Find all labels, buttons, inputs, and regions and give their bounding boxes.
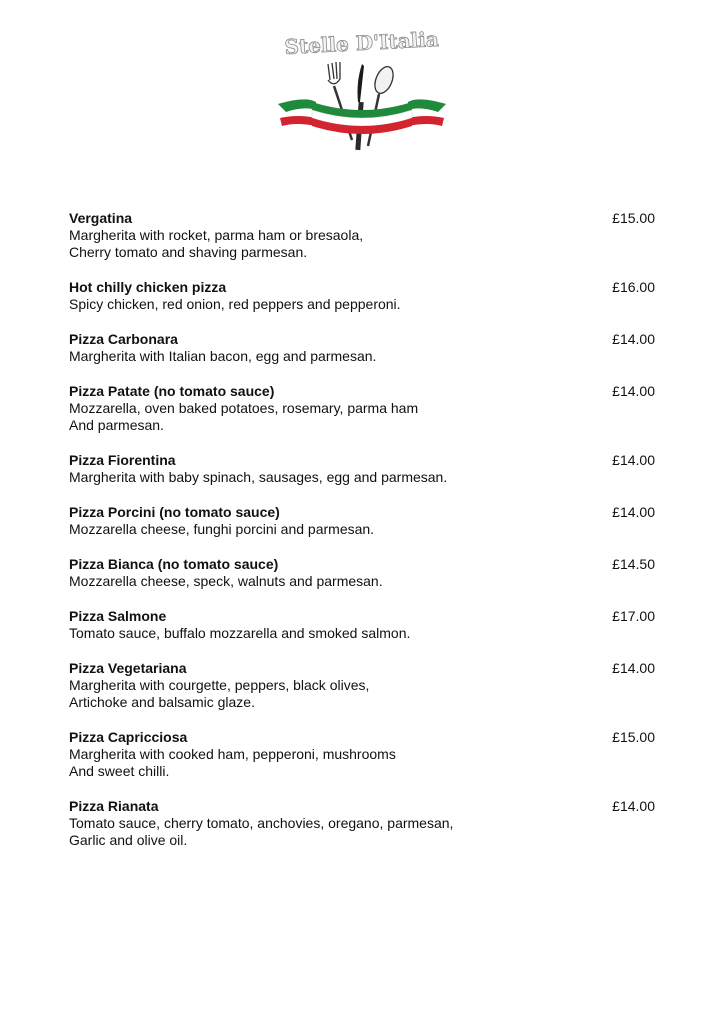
menu-item-price: £14.00 (612, 798, 655, 814)
menu-item (69, 608, 655, 642)
menu-item-name: Pizza Patate (no tomato sauce) (69, 383, 275, 399)
menu-item-description: Garlic and olive oil. (69, 832, 188, 848)
menu-item (69, 556, 655, 590)
menu-item (69, 279, 655, 313)
menu-item-description: Margherita with courgette, peppers, black olives, (69, 677, 370, 693)
menu-item-description: Mozzarella cheese, speck, walnuts and parmesan. (69, 573, 383, 589)
menu-item-price: £14.00 (612, 504, 655, 520)
menu-item-description: Margherita with rocket, parma ham or bresaola, (69, 227, 364, 243)
menu-item-description: Margherita with Italian bacon, egg and parmesan. (69, 348, 377, 364)
menu-item-name: Pizza Vegetariana (69, 660, 187, 676)
menu-item-price: £14.00 (612, 660, 655, 676)
cutlery-ribbon-icon (276, 22, 448, 162)
menu-item-name: Pizza Porcini (no tomato sauce) (69, 504, 280, 520)
menu-item-description: Mozzarella cheese, funghi porcini and parmesan. (69, 521, 375, 537)
menu-item-name: Pizza Capricciosa (69, 729, 188, 745)
menu-item-description: Margherita with cooked ham, pepperoni, mushrooms (69, 746, 396, 762)
menu-item-description: Artichoke and balsamic glaze. (69, 694, 255, 710)
menu-item-description: Spicy chicken, red onion, red peppers and pepperoni. (69, 296, 401, 312)
menu-item-price: £14.00 (612, 331, 655, 347)
menu-item-description: Margherita with baby spinach, sausages, egg and parmesan. (69, 469, 448, 485)
menu-item-name: Pizza Rianata (69, 798, 159, 814)
menu-item-description: And sweet chilli. (69, 763, 170, 779)
menu-item (69, 210, 655, 261)
menu-item (69, 798, 655, 849)
menu-item-name: Pizza Fiorentina (69, 452, 176, 468)
menu-item (69, 729, 655, 780)
menu-item-name: Pizza Carbonara (69, 331, 178, 347)
menu-item-price: £14.00 (612, 452, 655, 468)
menu-item-description: Tomato sauce, buffalo mozzarella and smoked salmon. (69, 625, 411, 641)
menu-item-description: Cherry tomato and shaving parmesan. (69, 244, 308, 260)
menu-item-description: And parmesan. (69, 417, 164, 433)
menu-item-price: £15.00 (612, 729, 655, 745)
pizza-menu-list (69, 210, 655, 867)
menu-item-price: £14.00 (612, 383, 655, 399)
spoon-icon (368, 64, 397, 146)
menu-item (69, 504, 655, 538)
logo-title: Stelle D'Italia (283, 26, 440, 60)
menu-item (69, 383, 655, 434)
menu-item-price: £15.00 (612, 210, 655, 226)
menu-item-name: Pizza Salmone (69, 608, 167, 624)
menu-item-description: Tomato sauce, cherry tomato, anchovies, oregano, parmesan, (69, 815, 454, 831)
menu-item-description: Mozzarella, oven baked potatoes, rosemary, parma ham (69, 400, 419, 416)
menu-item (69, 452, 655, 486)
menu-item (69, 331, 655, 365)
knife-icon (355, 64, 364, 150)
menu-item-price: £16.00 (612, 279, 655, 295)
menu-item-price: £17.00 (612, 608, 655, 624)
menu-item-price: £14.50 (612, 556, 655, 572)
restaurant-logo (276, 22, 448, 162)
menu-item-name: Vergatina (69, 210, 133, 226)
menu-item-name: Hot chilly chicken pizza (69, 279, 227, 295)
menu-item-name: Pizza Bianca (no tomato sauce) (69, 556, 279, 572)
menu-item (69, 660, 655, 711)
